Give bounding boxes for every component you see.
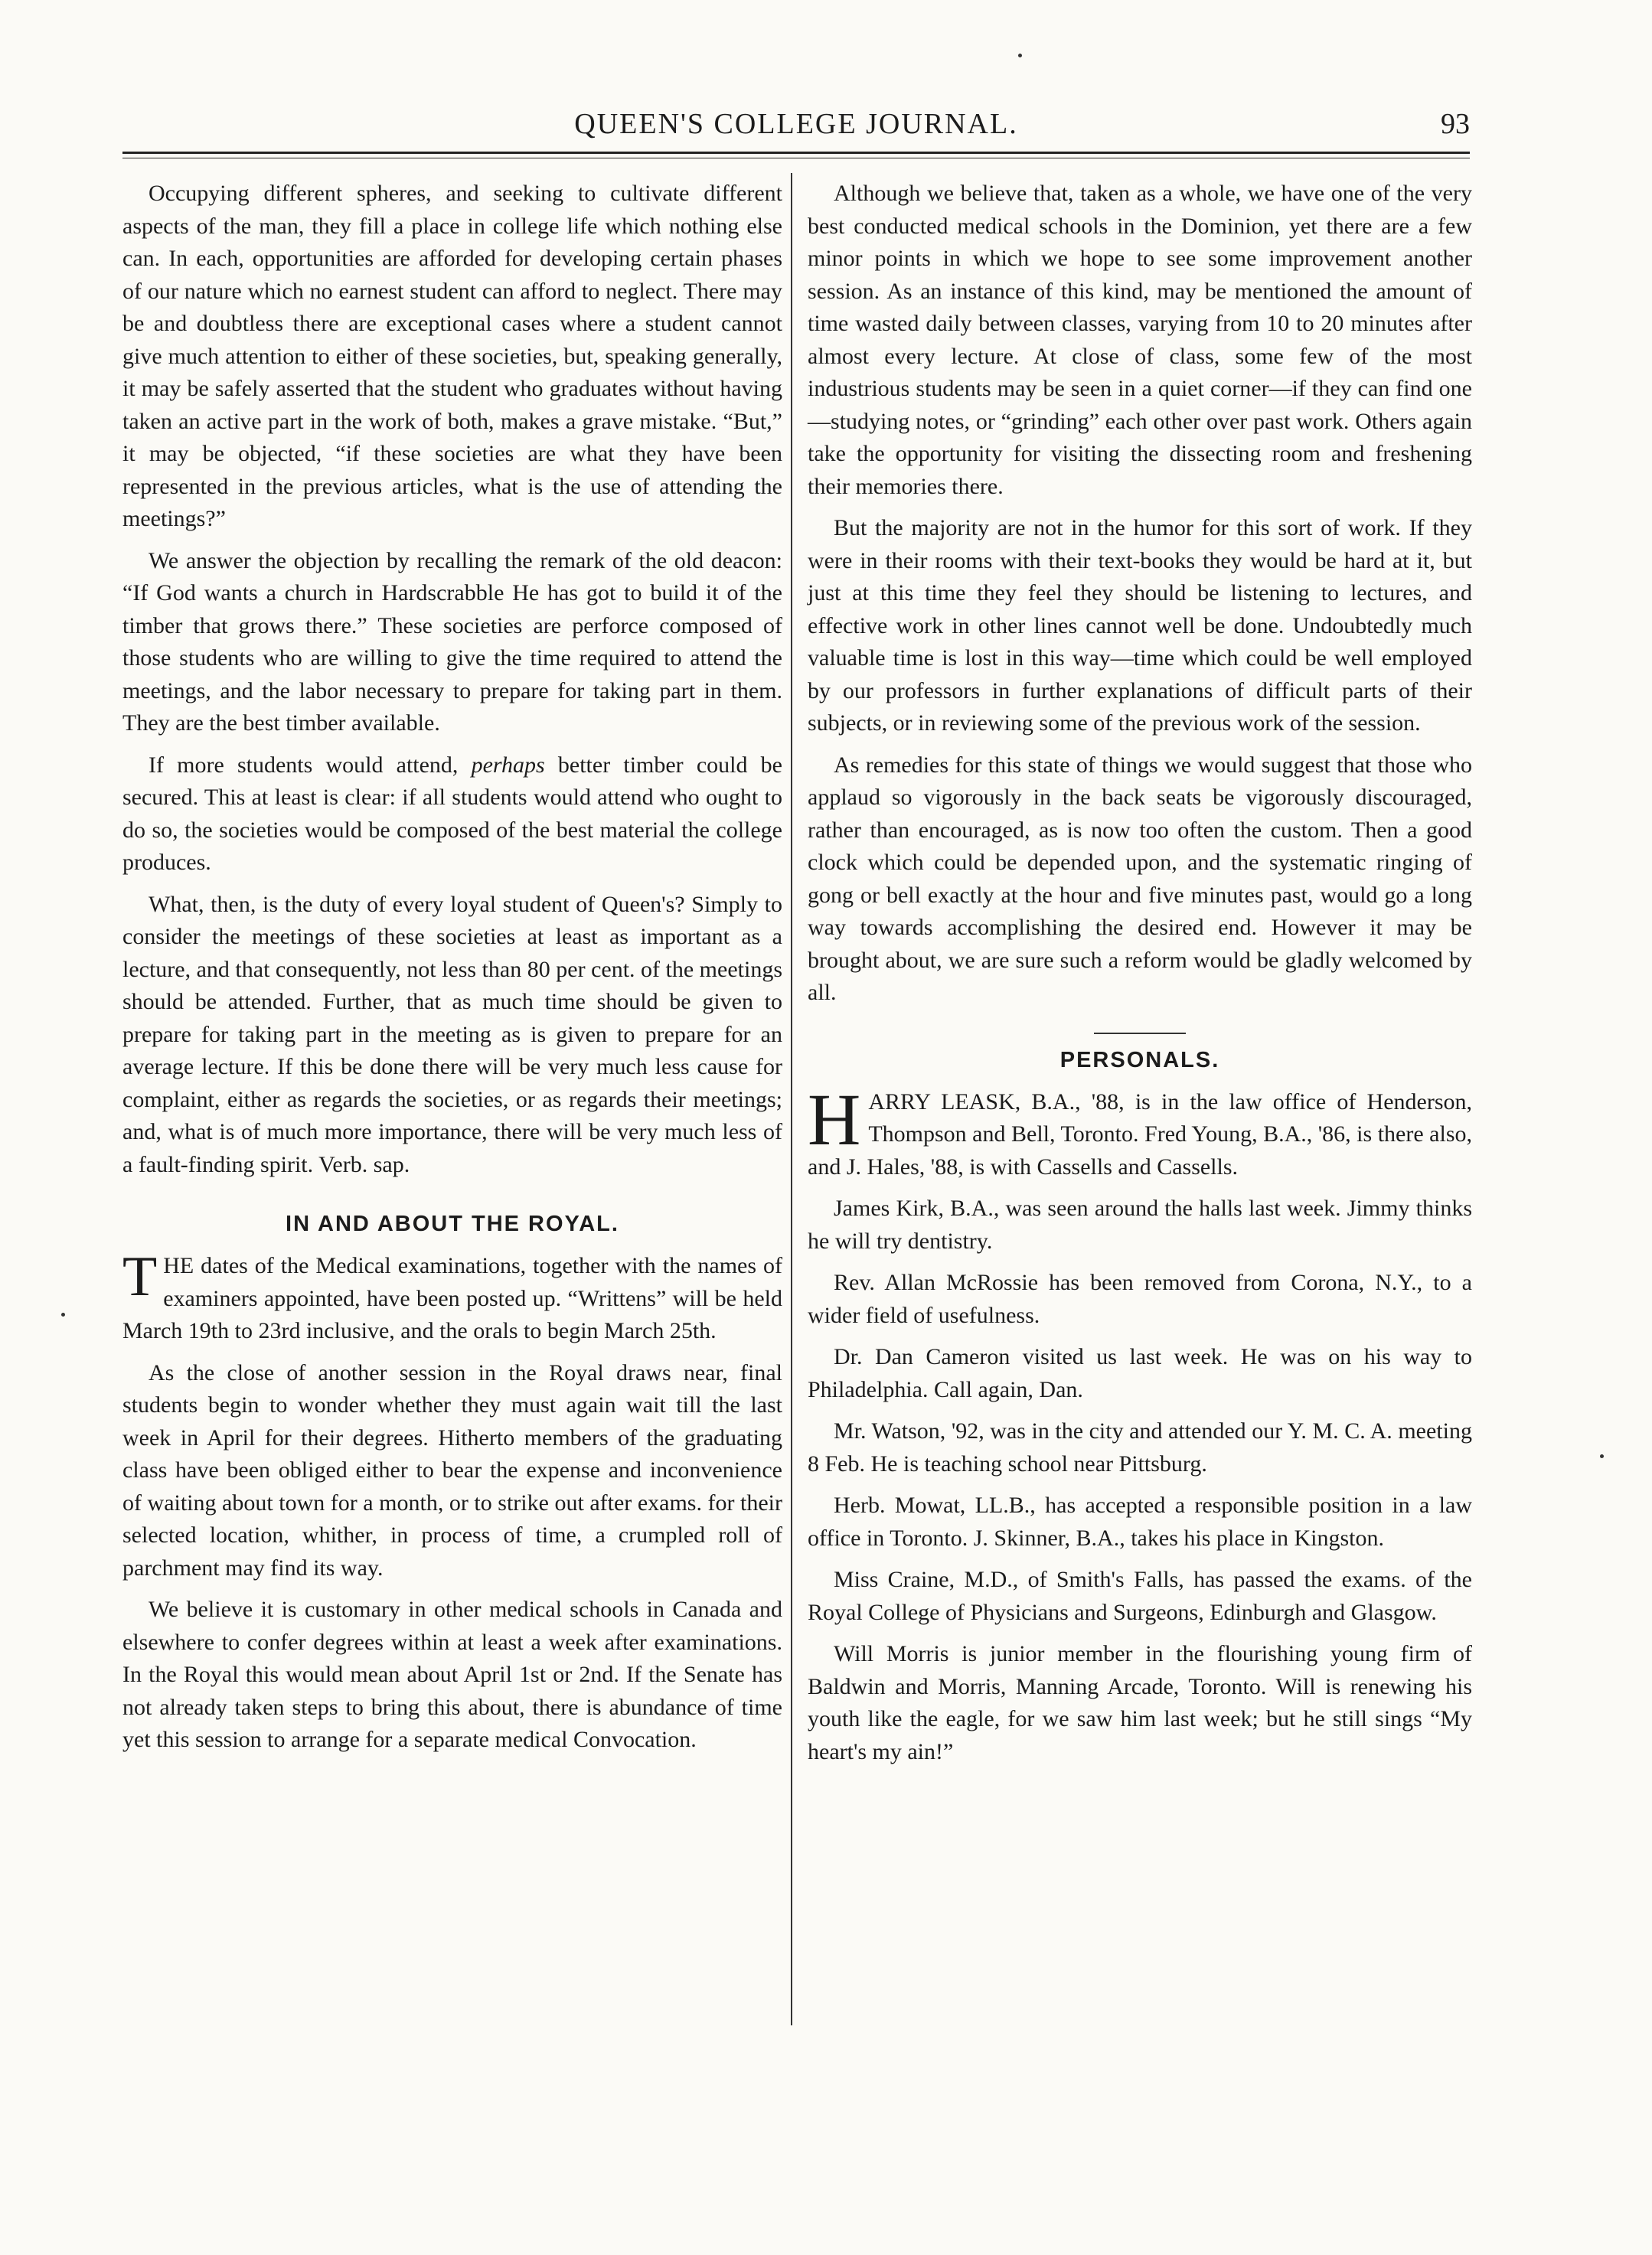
paragraph-text: ARRY LEASK, B.A., '88, is in the law office of Henderson, Thompson and Bell, Toronto. Fred Young, B.A., '86, is there also, and J. Hales, '88, is with Cassells and Cassells. xyxy=(808,1088,1472,1180)
paragraph: We believe it is customary in other medical schools in Canada and elsewhere to confer degrees within at least a week after examinations. In the Royal this would mean about April 1st or 2nd. If the Senate has not already taken steps to bring this about, there is abundance of time yet this session to arrange for a separate medical Convocation. xyxy=(122,1597,782,1752)
drop-cap: T xyxy=(122,1245,158,1308)
paragraph xyxy=(808,1078,1472,1184)
print-speck xyxy=(1018,54,1022,57)
paragraph xyxy=(122,749,782,879)
running-title: QUEEN'S COLLEGE JOURNAL. xyxy=(574,108,1018,140)
left-column xyxy=(122,178,782,1766)
paragraph: But the majority are not in the humor for this sort of work. If they were in their rooms with their text-books they would be hard at it, but just at this time they feel they should be listening to lectures, and effective work in other lines cannot well be done. Undoubtedly much valuable time is lost in this way—time which could be well employed by our professors in further explanations of difficult parts of their subjects, or in reviewing some of the previous work of the session. xyxy=(808,515,1472,736)
section-heading-personals: PERSONALS. xyxy=(1059,1047,1220,1072)
drop-cap: H xyxy=(808,1078,861,1160)
paragraph: Will Morris is junior member in the flourishing young firm of Baldwin and Morris, Manning Arcade, Toronto. Will is renewing his youth like the eagle, for we saw him last week; but he still sings “My heart's my ain!” xyxy=(808,1641,1472,1764)
paragraph-text: If more students would attend, xyxy=(149,752,472,778)
paragraph xyxy=(122,1245,782,1348)
paragraph: As remedies for this state of things we would suggest that those who applaud so vigorously in the back seats be vigorously discouraged, rather than encouraged, as is now too often the custom. Then a good clock which could be depended upon, and the systematic ringing of gong or bell exactly at the hour and five minutes past, would go a long way towards accomplishing the desired end. However it may be brought about, we are sure such a reform would be gladly welcomed by all. xyxy=(808,752,1472,1005)
paragraph: Mr. Watson, '92, was in the city and attended our Y. M. C. A. meeting 8 Feb. He is teaching school near Pittsburg. xyxy=(808,1418,1472,1477)
section-rule xyxy=(1094,1033,1186,1034)
print-speck xyxy=(1600,1454,1604,1458)
page-header xyxy=(122,107,1470,150)
paragraph: Dr. Dan Cameron visited us last week. He was on his way to Philadelphia. Call again, Dan. xyxy=(808,1344,1472,1402)
column-divider xyxy=(791,173,792,2025)
paragraph: As the close of another session in the Royal draws near, final students begin to wonder whether they must again wait till the last week in April for their degrees. Hitherto members of the graduating class have been obliged either to bear the expense and inconvenience of waiting about town for a month, or to strike out after exams. for their selected location, whither, in process of time, a crumpled roll of parchment may find its way. xyxy=(122,1359,782,1581)
paragraph: Although we believe that, taken as a whole, we have one of the very best conducted medical schools in the Dominion, yet there are a few minor points in which we hope to see some improvement another session. As an instance of this kind, may be mentioned the amount of time wasted daily between classes, varying from 10 to 20 minutes after almost every lecture. At close of class, some few of the most industrious students may be seen in a quiet corner—if they can find one—studying notes, or “grinding” each other over past work. Others again take the opportunity for visiting the dissecting room and freshening their memories there. xyxy=(808,181,1472,499)
print-speck xyxy=(61,1313,65,1317)
paragraph: Rev. Allan McRossie has been removed from Corona, N.Y., to a wider field of usefulness. xyxy=(808,1270,1472,1328)
right-column xyxy=(808,178,1472,1777)
section-heading-royal: IN AND ABOUT THE ROYAL. xyxy=(286,1212,619,1236)
paragraph: Miss Craine, M.D., of Smith's Falls, has passed the exams. of the Royal College of Physicians and Surgeons, Edinburgh and Glasgow. xyxy=(808,1567,1472,1625)
paragraph-text: better timber could be secured. This at least is clear: if all students would attend who ought to do so, the societies would be composed of the best material the college produces. xyxy=(122,752,782,875)
paragraph-text: HE dates of the Medical examinations, together with the names of examiners appointed, have been posted up. “Writtens” will be held March 19th to 23rd inclusive, and the orals to begin March 25th. xyxy=(122,1253,782,1343)
page-number: 93 xyxy=(1441,108,1470,140)
paragraph: What, then, is the duty of every loyal student of Queen's? Simply to consider the meetings of these societies at least as important as a lecture, and that consequently, not less than 80 per cent. of the meetings should be attended. Further, that as much time should be given to prepare for taking part in the meeting as is given to prepare for an average lecture. If this be done there will be very much less cause for complaint, either as regards the societies, or as regards their meetings; and, what is of much more importance, there will be very much less of a fault-finding spirit. Verb. sap. xyxy=(122,891,782,1177)
paragraph: James Kirk, B.A., was seen around the halls last week. Jimmy thinks he will try dentistry. xyxy=(808,1196,1472,1254)
paragraph: Herb. Mowat, LL.B., has accepted a responsible position in a law office in Toronto. J. Skinner, B.A., takes his place in Kingston. xyxy=(808,1493,1472,1551)
paragraph: Occupying different spheres, and seeking to cultivate different aspects of the man, they fill a place in college life which nothing else can. In each, opportunities are afforded for developing certain phases of our nature which no earnest student can afford to neglect. There may be and doubtless there are exceptional cases where a student cannot give much attention to either of these societies, but, speaking generally, it may be safely asserted that the student who graduates without having taken an active part in the work of both, makes a grave mistake. “But,” it may be objected, “if these societies are what they have been represented in the previous articles, what is the use of attending the meetings?” xyxy=(122,181,782,531)
italic-word: perhaps xyxy=(471,752,545,778)
header-rule xyxy=(122,152,1470,154)
paragraph: We answer the objection by recalling the remark of the old deacon: “If God wants a church in Hardscrabble He has got to build it of the timber that grows there.” These societies are perforce composed of those students who are willing to give the time required to attend the meetings, and the labor necessary to prepare for taking part in them. They are the best timber available. xyxy=(122,547,782,736)
